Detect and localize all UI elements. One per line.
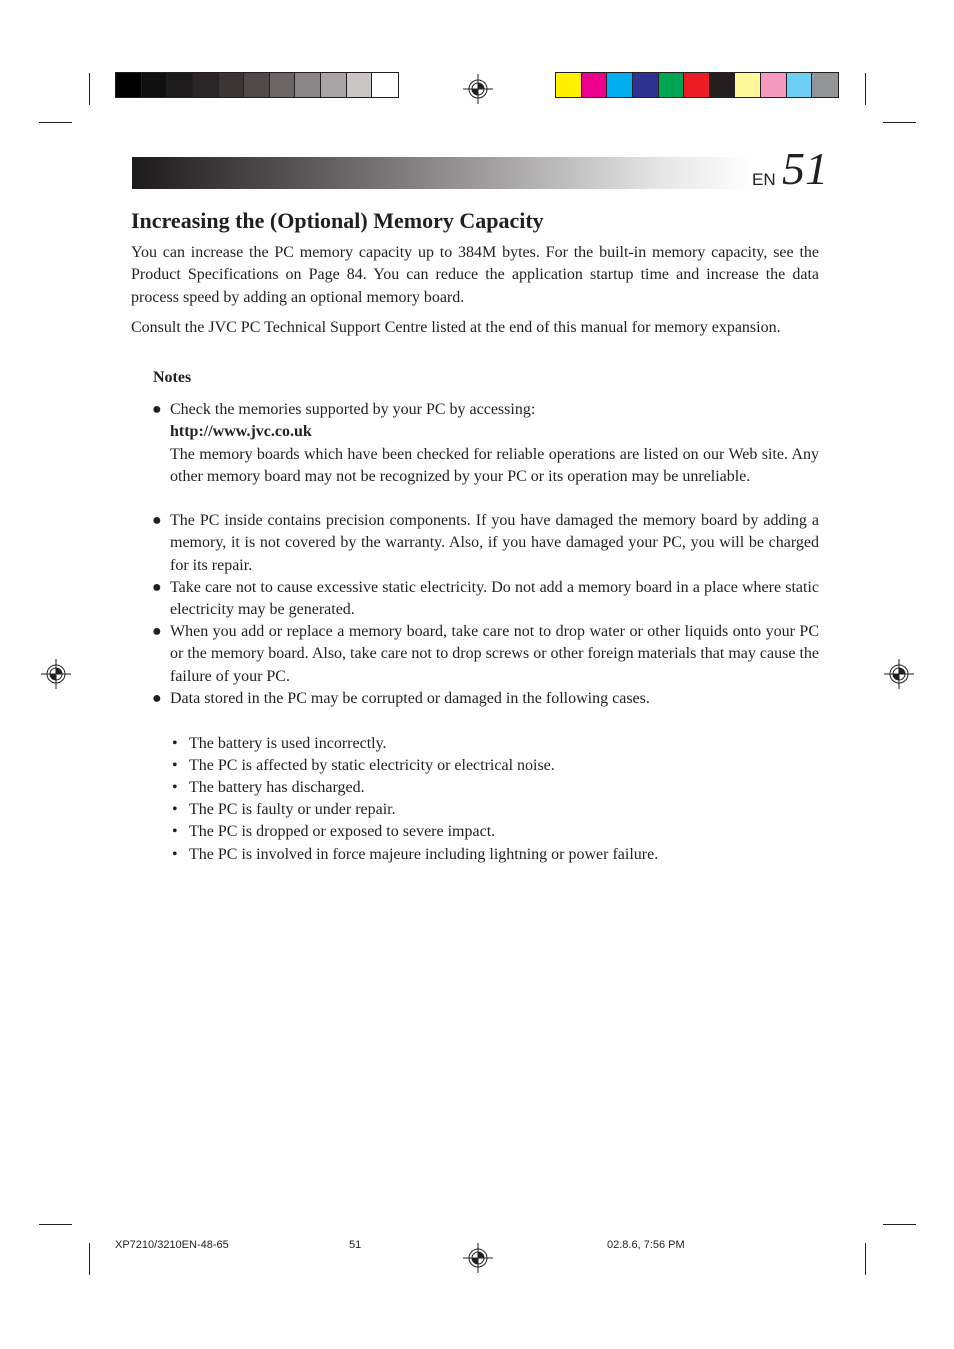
note-item bbox=[152, 577, 819, 622]
footer-file-name: XP7210/3210EN-48-65 bbox=[115, 1239, 229, 1251]
color-swatch bbox=[193, 73, 219, 97]
case-text: The PC is faulty or under repair. bbox=[189, 801, 396, 818]
crop-mark bbox=[865, 1243, 866, 1275]
sub-bullet-icon: • bbox=[172, 779, 178, 796]
color-swatch bbox=[710, 73, 736, 97]
color-calibration-bar bbox=[555, 72, 839, 98]
note-item bbox=[152, 688, 819, 710]
color-swatch bbox=[372, 73, 398, 97]
color-swatch bbox=[607, 73, 633, 97]
registration-mark-icon bbox=[463, 1243, 493, 1273]
color-swatch bbox=[116, 73, 142, 97]
sub-bullet-icon: • bbox=[172, 801, 178, 818]
header-gradient-band bbox=[132, 157, 752, 189]
color-swatch bbox=[219, 73, 245, 97]
footer-timestamp: 02.8.6, 7:56 PM bbox=[607, 1239, 685, 1251]
sub-bullet-icon: • bbox=[172, 735, 178, 752]
support-website-link[interactable]: http://www.jvc.co.uk bbox=[170, 423, 312, 441]
color-swatch bbox=[684, 73, 710, 97]
color-swatch bbox=[347, 73, 373, 97]
section-title: Increasing the (Optional) Memory Capacity bbox=[131, 208, 544, 233]
grayscale-calibration-bar bbox=[115, 72, 399, 98]
crop-mark bbox=[89, 73, 90, 105]
bullet-icon: ● bbox=[152, 401, 162, 418]
note-text: Data stored in the PC may be corrupted or damaged in the following cases. bbox=[170, 690, 650, 707]
case-item bbox=[172, 821, 495, 843]
case-item bbox=[172, 844, 658, 866]
color-swatch bbox=[321, 73, 347, 97]
sub-bullet-icon: • bbox=[172, 823, 178, 840]
note-text: Check the memories supported by your PC by accessing: bbox=[170, 401, 536, 418]
color-swatch bbox=[270, 73, 296, 97]
color-swatch bbox=[812, 73, 838, 97]
bullet-icon: ● bbox=[152, 512, 162, 529]
note-item bbox=[152, 621, 819, 688]
color-swatch bbox=[167, 73, 193, 97]
page-number: 51 bbox=[782, 143, 828, 194]
case-text: The PC is affected by static electricity or electrical noise. bbox=[189, 757, 555, 774]
note-text: When you add or replace a memory board, take care not to drop water or other liquids onto your PC or the memory board. Also, take care not to drop screws or other foreign materials that may cause the failure of your PC. bbox=[170, 623, 819, 685]
registration-mark-icon bbox=[463, 74, 493, 104]
crop-mark bbox=[39, 1224, 72, 1225]
color-swatch bbox=[735, 73, 761, 97]
color-swatch bbox=[761, 73, 787, 97]
sub-bullet-icon: • bbox=[172, 846, 178, 863]
case-text: The PC is involved in force majeure including lightning or power failure. bbox=[189, 846, 659, 863]
registration-mark-icon bbox=[41, 659, 71, 689]
case-item bbox=[172, 777, 365, 799]
crop-mark bbox=[89, 1243, 90, 1275]
crop-mark bbox=[883, 122, 916, 123]
crop-mark bbox=[39, 122, 72, 123]
sub-bullet-icon: • bbox=[172, 757, 178, 774]
color-swatch bbox=[295, 73, 321, 97]
case-item bbox=[172, 733, 387, 755]
bullet-icon: ● bbox=[152, 579, 162, 596]
case-item bbox=[172, 799, 396, 821]
color-swatch bbox=[244, 73, 270, 97]
case-text: The PC is dropped or exposed to severe impact. bbox=[189, 823, 496, 840]
registration-mark-icon bbox=[884, 659, 914, 689]
note-item bbox=[152, 399, 819, 488]
color-swatch bbox=[787, 73, 813, 97]
color-swatch bbox=[556, 73, 582, 97]
crop-mark bbox=[883, 1224, 916, 1225]
color-swatch bbox=[142, 73, 168, 97]
support-paragraph: Consult the JVC PC Technical Support Centre listed at the end of this manual for memory expansion. bbox=[131, 319, 781, 336]
intro-paragraph: You can increase the PC memory capacity up to 384M bytes. For the built-in memory capacity, see the Product Specifications on Page 84. You can reduce the application startup time and increase the data process speed by adding an optional memory board. bbox=[131, 244, 819, 306]
notes-heading: Notes bbox=[153, 369, 192, 386]
bullet-icon: ● bbox=[152, 623, 162, 640]
footer-page: 51 bbox=[349, 1239, 362, 1251]
note-text: Take care not to cause excessive static electricity. Do not add a memory board in a place where static electricity may be generated. bbox=[170, 579, 819, 619]
case-text: The battery has discharged. bbox=[189, 779, 365, 796]
color-swatch bbox=[633, 73, 659, 97]
crop-mark bbox=[865, 73, 866, 105]
case-item bbox=[172, 755, 555, 777]
note-text: The PC inside contains precision components. If you have damaged the memory board by adding a memory, it is not covered by the warranty. Also, if you have damaged your PC, you will be charged for its repair. bbox=[170, 512, 819, 574]
note-item bbox=[152, 510, 819, 577]
note-text: The memory boards which have been checked for reliable operations are listed on our Web site. Any other memory board may not be recognized by your PC or its operation may be unreliable. bbox=[170, 445, 819, 485]
color-swatch bbox=[582, 73, 608, 97]
color-swatch bbox=[659, 73, 685, 97]
case-text: The battery is used incorrectly. bbox=[189, 735, 387, 752]
bullet-icon: ● bbox=[152, 690, 162, 707]
language-label: EN bbox=[752, 170, 776, 189]
